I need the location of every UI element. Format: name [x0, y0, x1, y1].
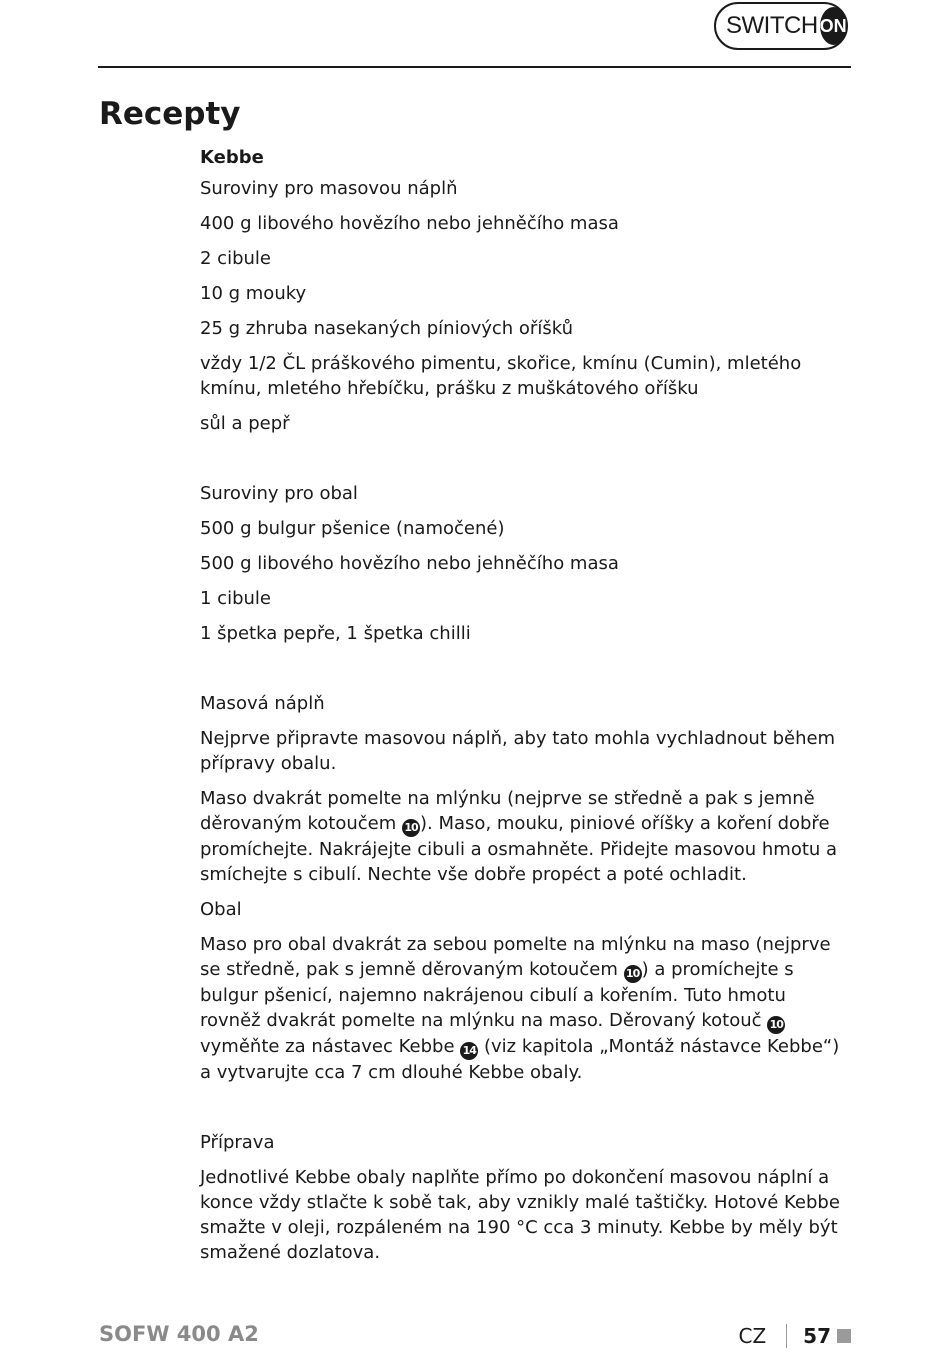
recipe-name: Kebbe [200, 147, 264, 168]
ingredient-item: vždy 1/2 ČL práškového pimentu, skořice, kmínu (Cumin), mletého kmínu, mletého hřebíčku, prášku z muškátového oříšku [200, 353, 802, 399]
recipe-content [200, 145, 850, 1275]
prep-paragraph: Jednotlivé Kebbe obaly naplňte přímo po dokončení masovou náplní a konce vždy stlačte k sobě tak, aby vznikly malé taštičky. Hotové Kebbe smažte v oleji, rozpáleném na 190 °C cca 3 minuty. Kebbe by měly být smažené dozlatova. [200, 1167, 840, 1263]
footer-separator [786, 1324, 787, 1348]
brand-logo [714, 2, 848, 50]
prep-section-heading: Příprava [200, 1132, 275, 1153]
logo-text: SWITCH [726, 12, 818, 39]
part-number-badge: 10 [402, 819, 420, 837]
part-number-badge: 10 [767, 1016, 785, 1034]
ingredient-item: 25 g zhruba nasekaných píniových oříšků [200, 318, 573, 339]
filling-paragraph-2: Maso dvakrát pomelte na mlýnku (nejprve se středně a pak s jemně děrovaným kotoučem 10 ). Maso, mouku, piniové oříšky a koření dobře promíchejte. Nakrájejte cibuli a osmahněte. Přidejte masovou hmotu a smíchejte s cibulí. Nechte vše dobře propéct a poté ochladit. [200, 788, 838, 885]
page-footer [738, 1324, 851, 1348]
shell-section-heading: Obal [200, 899, 242, 920]
page-number: 57 [803, 1324, 831, 1348]
part-number-badge: 10 [624, 965, 642, 983]
filling-paragraph-1: Nejprve připravte masovou náplň, aby tato mohla vychladnout během přípravy obalu. [200, 728, 836, 774]
ingredient-item: 10 g mouky [200, 283, 307, 304]
ingredient-item: 400 g libového hovězího nebo jehněčího masa [200, 213, 619, 234]
square-marker-icon [837, 1329, 851, 1343]
power-icon: ON [820, 7, 847, 45]
ingredient-item: 500 g bulgur pšenice (namočené) [200, 518, 505, 539]
header-divider [98, 66, 851, 68]
ingredient-item: 1 špetka pepře, 1 špetka chilli [200, 623, 471, 644]
ingredient-item: sůl a pepř [200, 413, 290, 434]
filling-section-heading: Masová náplň [200, 693, 325, 714]
filling-ingredients-heading: Suroviny pro masovou náplň [200, 178, 458, 199]
part-number-badge: 14 [460, 1042, 478, 1060]
language-code: CZ [738, 1324, 767, 1348]
shell-paragraph: Maso pro obal dvakrát za sebou pomelte na mlýnku na maso (nejprve se středně, pak s jemně děrovaným kotoučem 10 ) a promíchejte s bulgur pšenicí, najemno nakrájenou cibulí a kořením. Tuto hmotu rovněž dvakrát pomelte na mlýnku na maso. Děrovaný kotouč 10 vyměňte za nástavec Kebbe 14 (viz kapitola „Montáž nástavce Kebbe“) a vytvarujte cca 7 cm dlouhé Kebbe obaly. [200, 934, 840, 1083]
model-number: SOFW 400 A2 [99, 1322, 259, 1346]
ingredient-item: 2 cibule [200, 248, 271, 269]
page-title: Recepty [99, 96, 241, 132]
ingredient-item: 1 cibule [200, 588, 271, 609]
shell-ingredients-heading: Suroviny pro obal [200, 483, 358, 504]
ingredient-item: 500 g libového hovězího nebo jehněčího masa [200, 553, 619, 574]
